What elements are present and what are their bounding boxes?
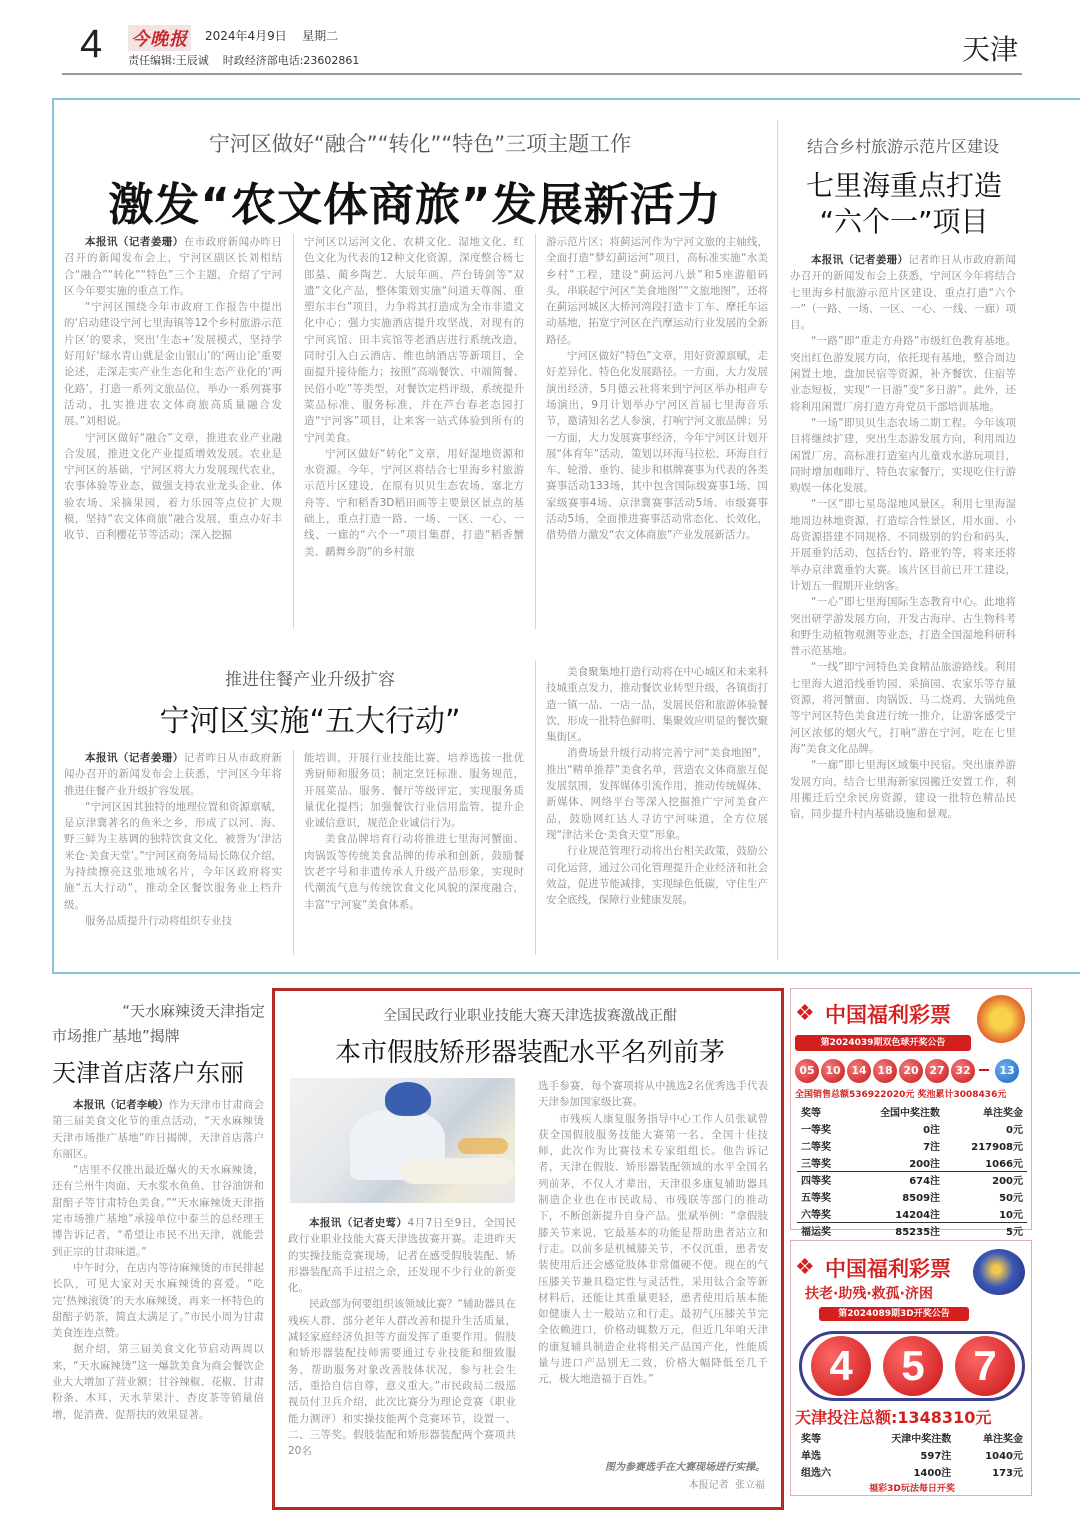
page-masthead [0, 0, 1080, 80]
paragraph: 游示范片区；将蓟运河作为宁河文旅的主轴线，全面打造“梦幻蓟运河”项目，高标准实施“水美乡村”工程，建设“蓟运河八景”和5座游船码头，串联起宁河区“美食地图”“文旅地图”，还将在蓟运河城区大桥河湾段打造卡丁车、摩托车运动基地，拓宽宁河区在汽摩运动行业发展的全新路径。 [546, 236, 768, 346]
article-main-column-2 [304, 234, 524, 632]
byline: 本报讯（记者姜珊） [85, 236, 184, 248]
cell: 二等奖 [801, 1142, 831, 1153]
lottery-3d-card[interactable] [790, 1240, 1032, 1496]
header-cell: 奖等 [801, 1434, 821, 1445]
cell: 1066元 [944, 1154, 1027, 1171]
cell: 200元 [992, 1176, 1023, 1188]
article-main-kicker: 宁河区做好“融合”“转化”“特色”三项主题工作 [208, 132, 632, 156]
lottery-ssq-card[interactable] [790, 988, 1032, 1239]
byline: 本报讯（记者李峻） [73, 1099, 169, 1111]
paragraph: 服务品质提升行动将组织专业技 [85, 914, 232, 927]
table-header-row [797, 1103, 1027, 1120]
column-divider [535, 660, 536, 955]
lottery-3d-bet-total: 天津投注总额:1348310元 [795, 1408, 992, 1427]
cell: 三等奖 [797, 1154, 850, 1171]
column-divider [777, 120, 778, 960]
red-ball: 05 [795, 1059, 819, 1083]
article-qilihai-headline-line1[interactable]: 七里海重点打造 [805, 169, 1002, 202]
paragraph: 行业规范管理行动将出台相关政策，鼓励公司化运营，通过公司化管理提升企业经济和社会效益，促进节能减排，实现绿色低碳，守住生产安全底线，保障行业健康发展。 [546, 845, 768, 907]
article-tianshui-body [52, 1097, 264, 1492]
lottery-3d-draw-bar: 第2024089期3D开奖公告 [819, 1307, 969, 1321]
paragraph: 美食聚集地打造行动将在中心城区和未来科技城重点发力，推动餐饮业转型升级，各镇街打造一镇一品、一店一品，发展民俗和旅游体验餐饮，形成一批特色鲜明、集聚效应明显的餐饮聚集街区。 [546, 666, 768, 744]
photo-credit: 本报记者 张立福 [688, 1480, 765, 1491]
header-cell: 全国中奖注数 [880, 1108, 941, 1119]
article-prosthetics-column-2 [538, 1078, 768, 1456]
paragraph: 宁河区以运河文化、农耕文化、湿地文化、红色文化为代表的12种文化资源，深度整合杨七郎墓、蔺乡陶艺、大辰年画、芦台铸剑等“双遗”文化产品，整体策划实施“问道天尊阁、重塑东丰台”项目，力争将其打造成为全市非遗文化中心；强力实施酒店提升攻坚战，对现有的宁河宾馆、田丰宾馆等老酒店进行系统改造，同时引入白云酒店、维也纳酒店等新项目，全面提升接待能力；按照“高端餐饮、中端简餐、民俗小吃”等类型，对餐饮定档评级，系统提升菜品标准、服务标准，并在芦台春老态园打造“宁河客”项目，让来客一站式体验到所有的宁河美食。 [304, 236, 524, 444]
article-tianshui-kicker-1: “天水麻辣烫天津指定 [122, 1002, 265, 1020]
cell: 四等奖 [801, 1176, 831, 1188]
paragraph: 宁河区做好“特色”文章，用好资源禀赋，走好差异化、特色化发展路径。一方面，大力发展演出经济，5月德云社将来到宁河区举办相声专场演出，9月计划举办宁河区首届七里海音乐节，邀请知名艺人参演，打响宁河文旅品牌；另一方面，大力发展赛事经济，今年宁河区计划开展“体育年”活动，策划以环海马拉松、环海自行车、轮滑、垂钓、徒步和棋牌赛事为代表的各类赛事活动133场，其中包含国际级赛事1场、国家级赛事4场、京津冀赛事活动5场、市级赛事活动5场，全面推进赛事活动常态化、长效化，借势借力激发“农文体商旅”产业发展新活力。 [546, 350, 768, 542]
weekday-text: 星期二 [302, 29, 339, 43]
cell: 5元 [1006, 1227, 1023, 1239]
article-catering-headline[interactable]: 宁河区实施“五大行动” [159, 704, 461, 739]
red-ball: 27 [925, 1059, 949, 1083]
desk-phone: 时政经济部电话:23602861 [222, 54, 360, 67]
article-prosthetics-headline[interactable]: 本市假肢矫形器装配水平名列前茅 [334, 1038, 725, 1068]
masthead-divider [62, 73, 1022, 75]
cell: 50元 [999, 1193, 1023, 1204]
cell: 福运奖 [801, 1227, 831, 1239]
cell: 173元 [992, 1468, 1023, 1479]
table-row [797, 1205, 1027, 1222]
red-ball: 14 [847, 1059, 871, 1083]
paragraph: “宁河区因其独特的地理位置和资源禀赋，是京津冀著名的鱼米之乡，形成了以河、海、野三鲜为主基调的独特饮食文化，被誉为‘津沽米仓·美食天堂’。”宁河区商务局局长陈仅介绍，为持续擦亮这张地域名片，今年区政府将实施“五大行动”，推动全区餐饮服务业上档升级。 [64, 800, 282, 911]
paragraph: “一廊”即七里海区域集中民宿。突出康养游发展方向，结合七里海新家园搬迁安置工作，利用搬迁后空余民房资源，建设一批特色精品民宿，同步提升村内基础设施和景观。 [790, 759, 1016, 821]
column-divider [535, 234, 536, 629]
lottery-ssq-draw-bar: 第2024039期双色球开奖公告 [795, 1035, 971, 1051]
article-qilihai-body [790, 252, 1016, 962]
column-divider [293, 750, 294, 955]
article-catering-column-2 [304, 750, 524, 960]
cell: 1400注 [913, 1468, 952, 1479]
table-row [797, 1171, 1027, 1188]
ball-separator [979, 1069, 989, 1071]
cell: 674注 [909, 1176, 941, 1188]
photo-detail [458, 1138, 508, 1154]
cell: 0注 [923, 1125, 941, 1136]
table-header-row [797, 1429, 1027, 1446]
red-ball: 10 [821, 1059, 845, 1083]
paragraph: 市残疾人康复服务指导中心工作人员张斌曾获全国假肢服务技能大赛第一名、全国十佳技师，此次作为比赛技术专家组组长。他告诉记者，天津在假肢、矫形器装配领域的水平全国名列前茅，不仅人才辈出，天津很多康复辅助器具制造企业也在市民政局、市残联等部门的推动下，不断创新提升自身产品。张斌举例：“拿假肢膝关节来说，它最基本的功能是帮助患者站立和行走。以前多是机械膝关节，不仅沉重，患者安装使用后还会感觉肢体非常僵硬不便。现在的气压膝关节兼具稳定性与灵活性，采用钛合金等新材料后，还能让其重量更轻，患者使用后基本能如健康人士一般站立和行走。最初气压膝关节完全依赖进口，价格动辄数万元，但近几年咱天津的康复辅具制造企业将相关产品国产化，性能质量与进口产品别无二致，价格大幅降低至几千元，极大地造福于百姓。” [538, 1112, 768, 1386]
newspaper-logo: 今晚报 [128, 25, 191, 51]
header-cell: 单注奖金 [983, 1108, 1023, 1119]
article-prosthetics-kicker: 全国民政行业职业技能大赛天津选拔赛激战正酣 [383, 1008, 677, 1024]
cell: 一等奖 [801, 1125, 831, 1136]
paragraph: “一心”即七里海国际生态教育中心。此地将突出研学游发展方向，开发古海岸、古生物科考和野生动植物观测等业态，打造全国湿地科研科普示范基地。 [790, 596, 1016, 658]
table-row [797, 1222, 1027, 1239]
photo-caption: 图为参赛选手在大赛现场进行实操。 [605, 1462, 765, 1473]
lottery-3d-brand: 中国福利彩票 [825, 1257, 951, 1281]
cell: 597注 [920, 1451, 952, 1462]
cell: 7注 [923, 1142, 941, 1153]
cell: 200注 [850, 1154, 944, 1171]
table-row [797, 1463, 1027, 1480]
paragraph: 宁河区做好“转化”文章，用好湿地资源和水资源。今年，宁河区将结合七里海乡村旅游示范片区建设，在原有贝贝生态农场、塞北方舟等、宁和稻香3D稻田画等主要景区景点的基础上，重点打造一路、一场、一区、一心、一线、一廊的“六个一”项目集群，打造“稻香蟹美、鹬舞乡韵”的乡村旅 [304, 447, 524, 558]
paragraph: “宁河区围绕今年市政府工作报告中提出的‘启动建设宁河七里海镇等12个乡村旅游示范片区’的要求，突出‘生态+’发展模式，坚持学好用好‘绿水青山就是金山银山’的‘两山论’重要论述，走深走实产业生态化和生态产业化的‘两化路’，打造一系列文旅品位，举办一系列赛事活动，扎实推进农文体商旅高质量融合发展。”刘相说。 [64, 301, 282, 428]
cell: 85235注 [895, 1227, 941, 1239]
paragraph: “一场”即贝贝生态农场二期工程。今年该项目将继续扩建，突出生态游发展方向，利用周边闲置厂房，高标准打造室内儿童戏水游玩项目，同时增加咖啡厅、特色农家餐厅，实现吃住行游购娱一体化发展。 [790, 416, 1016, 495]
byline: 本报讯（记者史莺） [309, 1217, 408, 1229]
page-number: 4 [80, 22, 103, 66]
header-cell: 奖等 [801, 1108, 821, 1119]
cell: 8509注 [902, 1193, 941, 1204]
blue-ball: 13 [995, 1059, 1019, 1083]
lottery-3d-number: 7 [955, 1336, 1015, 1396]
paragraph: “店里不仅推出最近爆火的天水麻辣烫，还有兰州牛肉面、天水浆水鱼鱼、甘谷油饼和甜醅子等甘肃特色美食。”“天水麻辣烫天津指定市场推广基地”承接单位中泰兰的总经理王博告诉记者，“希望让市民不出天津，就能尝到正宗的甘肃味道。” [52, 1164, 264, 1258]
article-qilihai-headline-line2[interactable]: “六个一”项目 [819, 205, 989, 238]
paragraph: “一线”即宁河特色美食精品旅游路线。利用七里海大道沿线垂钓园、采摘园、农家乐等存量资源，将河蟹面、肉锅饭、马二烧鸡、大锅炖鱼等宁河区特色美食进行统一推介，让游客感受宁河区浓郁的烟火气，打响“游在宁河，吃在七里海”美食文化品牌。 [790, 661, 1016, 755]
cell: 组选六 [801, 1468, 831, 1479]
lottery-3d-footer: 福彩3D玩法每日开奖 [869, 1484, 955, 1494]
article-prosthetics-column-1 [288, 1215, 516, 1490]
lottery-3d-number: 5 [883, 1336, 943, 1396]
table-row [797, 1120, 1027, 1137]
cell: 单选 [801, 1451, 821, 1462]
table-row [797, 1446, 1027, 1463]
cell: 0元 [1006, 1125, 1023, 1136]
cell: 1040元 [985, 1451, 1023, 1462]
article-main-column-3 [546, 234, 768, 632]
article-catering-column-1 [64, 750, 282, 960]
red-ball: 18 [873, 1059, 897, 1083]
red-ball: 20 [899, 1059, 923, 1083]
anniversary-globe-icon [973, 1249, 1025, 1295]
table-row [797, 1154, 1027, 1171]
paragraph: 中午时分，在店内等待麻辣烫的市民排起长队，可见大家对天水麻辣烫的喜爱。“吃完‘热辣滚烫’的天水麻辣烫，再来一杯特色的甜醅子奶茶，简直太满足了。”市民小周为甘肃美食连连点赞。 [52, 1261, 264, 1340]
paragraph: “一路”即“重走方舟路”市级红色教育基地。突出红色游发展方向，依托现有基地，整合周边闲置土地，盘加民宿等资源，补齐餐饮、住宿等业态短板，实现“一日游”变“多日游”。此外，还将利用闲置厂房打造方舟党员干部培训基地。 [790, 335, 1016, 413]
issue-date [205, 27, 338, 44]
paragraph: 民政部为何要组织该领域比赛？“辅助器具在残疾人群、部分老年人群改善和提升生活质量，减轻家庭经济负担等方面发挥了重要作用。假肢和矫形器装配技师需要通过专业技能和细致服务，帮助服务对象改善肢体状况，参与社会生活，重拾自信自尊，意义重大。”市民政局二级巡视员付卫兵介绍，此次比赛分为理论竞赛（职业能力测评）和实操技能两个竞赛环节，设置一、二、三等奖。假肢装配和矫形器装配两个赛项共20名 [288, 1298, 516, 1458]
lottery-ads [790, 988, 1032, 1508]
editor-line [128, 52, 359, 68]
section-title: 天津 [961, 33, 1018, 66]
paragraph: 据介绍，第三届美食文化节启动两周以来，“天水麻辣烫”这一爆款美食为商会餐饮企业大大增加了营业额；甘谷辣椒、花椒、甘肃粉条、木耳、天水苹果汁、杏皮茶等销量倍增，促消费、促帮扶的效果显著。 [52, 1343, 264, 1421]
lottery-ssq-brand: 中国福利彩票 [825, 1003, 951, 1027]
paragraph: 记者昨日从市政府新闻办召开的新闻发布会上获悉，宁河区今年将推进住餐产业升级扩容发展。 [64, 752, 282, 797]
column-divider [293, 234, 294, 629]
date-text: 2024年4月9日 [205, 29, 287, 43]
photo-prosthetic [400, 1158, 515, 1184]
paragraph: 记者昨日从市政府新闻办召开的新闻发布会上获悉，宁河区今年将结合七里海乡村旅游示范片区建设，重点打造“六个一”（一路、一场、一区、一心、一线、一廊）项目。 [790, 254, 1016, 332]
article-tianshui-kicker-2: 市场推广基地”揭牌 [52, 1027, 180, 1045]
paragraph: 消费场景升级行动将完善宁河“美食地图”，推出“精单推荐”美食名单，营造农文体商旅互促发展氛围，发挥媒体引流作用，推动传统媒体、新媒体、网络平台等深入挖掘推广宁河美食产品，鼓励网红达人寻访宁河味道，全方位展现“津沽米仓·美食天堂”形象。 [546, 747, 768, 841]
byline: 本报讯（记者姜珊） [811, 254, 909, 266]
editor-name: 责任编辑:王辰诚 [128, 54, 209, 67]
article-catering-kicker: 推进住餐产业升级扩容 [225, 670, 395, 690]
lottery-3d-prize-table [797, 1429, 1027, 1480]
paragraph: 宁河区做好“融合”文章，推进农业产业融合发展，推进文化产业提质增效发展。农业是宁河区的基础，宁河区将大力发展现代农业，农事体验等业态，做强支持农业龙头企业、体验农场、采摘果园，着力乐园等点位扩大规模，坚持“农文体商旅”融合发展，重点办好丰收节、百利樱花节等活动；深入挖掘 [64, 431, 282, 542]
cell: 217908元 [971, 1142, 1023, 1153]
welfare-lottery-emblem-icon: ❖ [795, 1001, 815, 1026]
lottery-ssq-prize-table [797, 1103, 1027, 1239]
lottery-ssq-sales: 全国销售总额536922020元 奖池累计3008436元 [795, 1090, 1007, 1100]
cell: 14204注 [850, 1205, 944, 1222]
lottery-3d-tagline: 扶老·助残·救孤·济困 [805, 1286, 933, 1302]
competition-photo[interactable] [290, 1078, 515, 1203]
paragraph: 能培训，开展行业技能比赛，培养选拔一批优秀厨师和服务员；制定烹饪标准、服务规范，开展菜品、服务、餐厅等级评定，实现服务质量优化提档；加强餐饮行业信用监管，提升企业诚信意识，规范企业诚信行为。 [304, 752, 524, 830]
red-ball: 32 [951, 1059, 975, 1083]
header-cell: 单注奖金 [983, 1434, 1023, 1445]
cell: 10元 [944, 1205, 1027, 1222]
table-row [797, 1137, 1027, 1154]
byline: 本报讯（记者姜珊） [85, 752, 184, 764]
header-cell: 天津中奖注数 [891, 1434, 952, 1445]
paragraph: 在市政府新闻办昨日召开的新闻发布会上，宁河区副区长刘相结合“融合”“转化”“特色”三个主题，介绍了宁河区今年要实施的重点工作。 [64, 236, 282, 297]
paragraph: 4月7日至9日，全国民政行业职业技能大赛天津选拔赛开赛。走进昨天的实操技能竞赛现场，记者在感受假肢装配、矫形器装配高手过招之余，还发现不少行业的新变化。 [288, 1217, 516, 1295]
article-catering-column-3 [546, 664, 768, 960]
anniversary-badge-icon [977, 995, 1025, 1043]
paragraph: 选手参赛，每个赛项将从中挑选2名优秀选手代表天津参加国家级比赛。 [538, 1080, 768, 1109]
photo-helmet [385, 1082, 431, 1116]
cell: 六等奖 [797, 1205, 850, 1222]
cell: 五等奖 [801, 1193, 831, 1204]
paragraph: 美食品牌培育行动将推进七里海河蟹面、肉锅饭等传统美食品牌的传承和创新，鼓励餐饮老字号和非遗传承人升级产品形象，实现时代潮流气息与传统饮食文化风貌的深度融合，丰富“宁河宴”美食体系。 [304, 833, 524, 911]
lottery-3d-number: 4 [811, 1336, 871, 1396]
table-row [797, 1188, 1027, 1205]
article-tianshui-headline[interactable]: 天津首店落户东丽 [52, 1059, 244, 1087]
article-qilihai-kicker: 结合乡村旅游示范片区建设 [806, 137, 999, 156]
welfare-lottery-emblem-icon: ❖ [795, 1255, 815, 1280]
paragraph: “一区”即七星岛湿地风景区。利用七里海湿地周边林地资源，打造综合性景区，用水面、小岛资源搭建不同规格、不同级别的钓台和码头，开展垂钓活动，包括台钓、路亚钓等，将来还将举办京津冀垂钓大赛。该片区目前已开工建设，计划五一假期开业纳客。 [790, 498, 1016, 592]
article-main-column-1 [64, 234, 282, 632]
article-main-headline[interactable]: 激发“农文体商旅”发展新活力 [108, 178, 722, 231]
paragraph: 作为天津市甘肃商会第三届美食文化节的重点活动，“天水麻辣烫天津市场推广基地”昨日揭牌，天津首店落户东丽区。 [52, 1099, 264, 1160]
